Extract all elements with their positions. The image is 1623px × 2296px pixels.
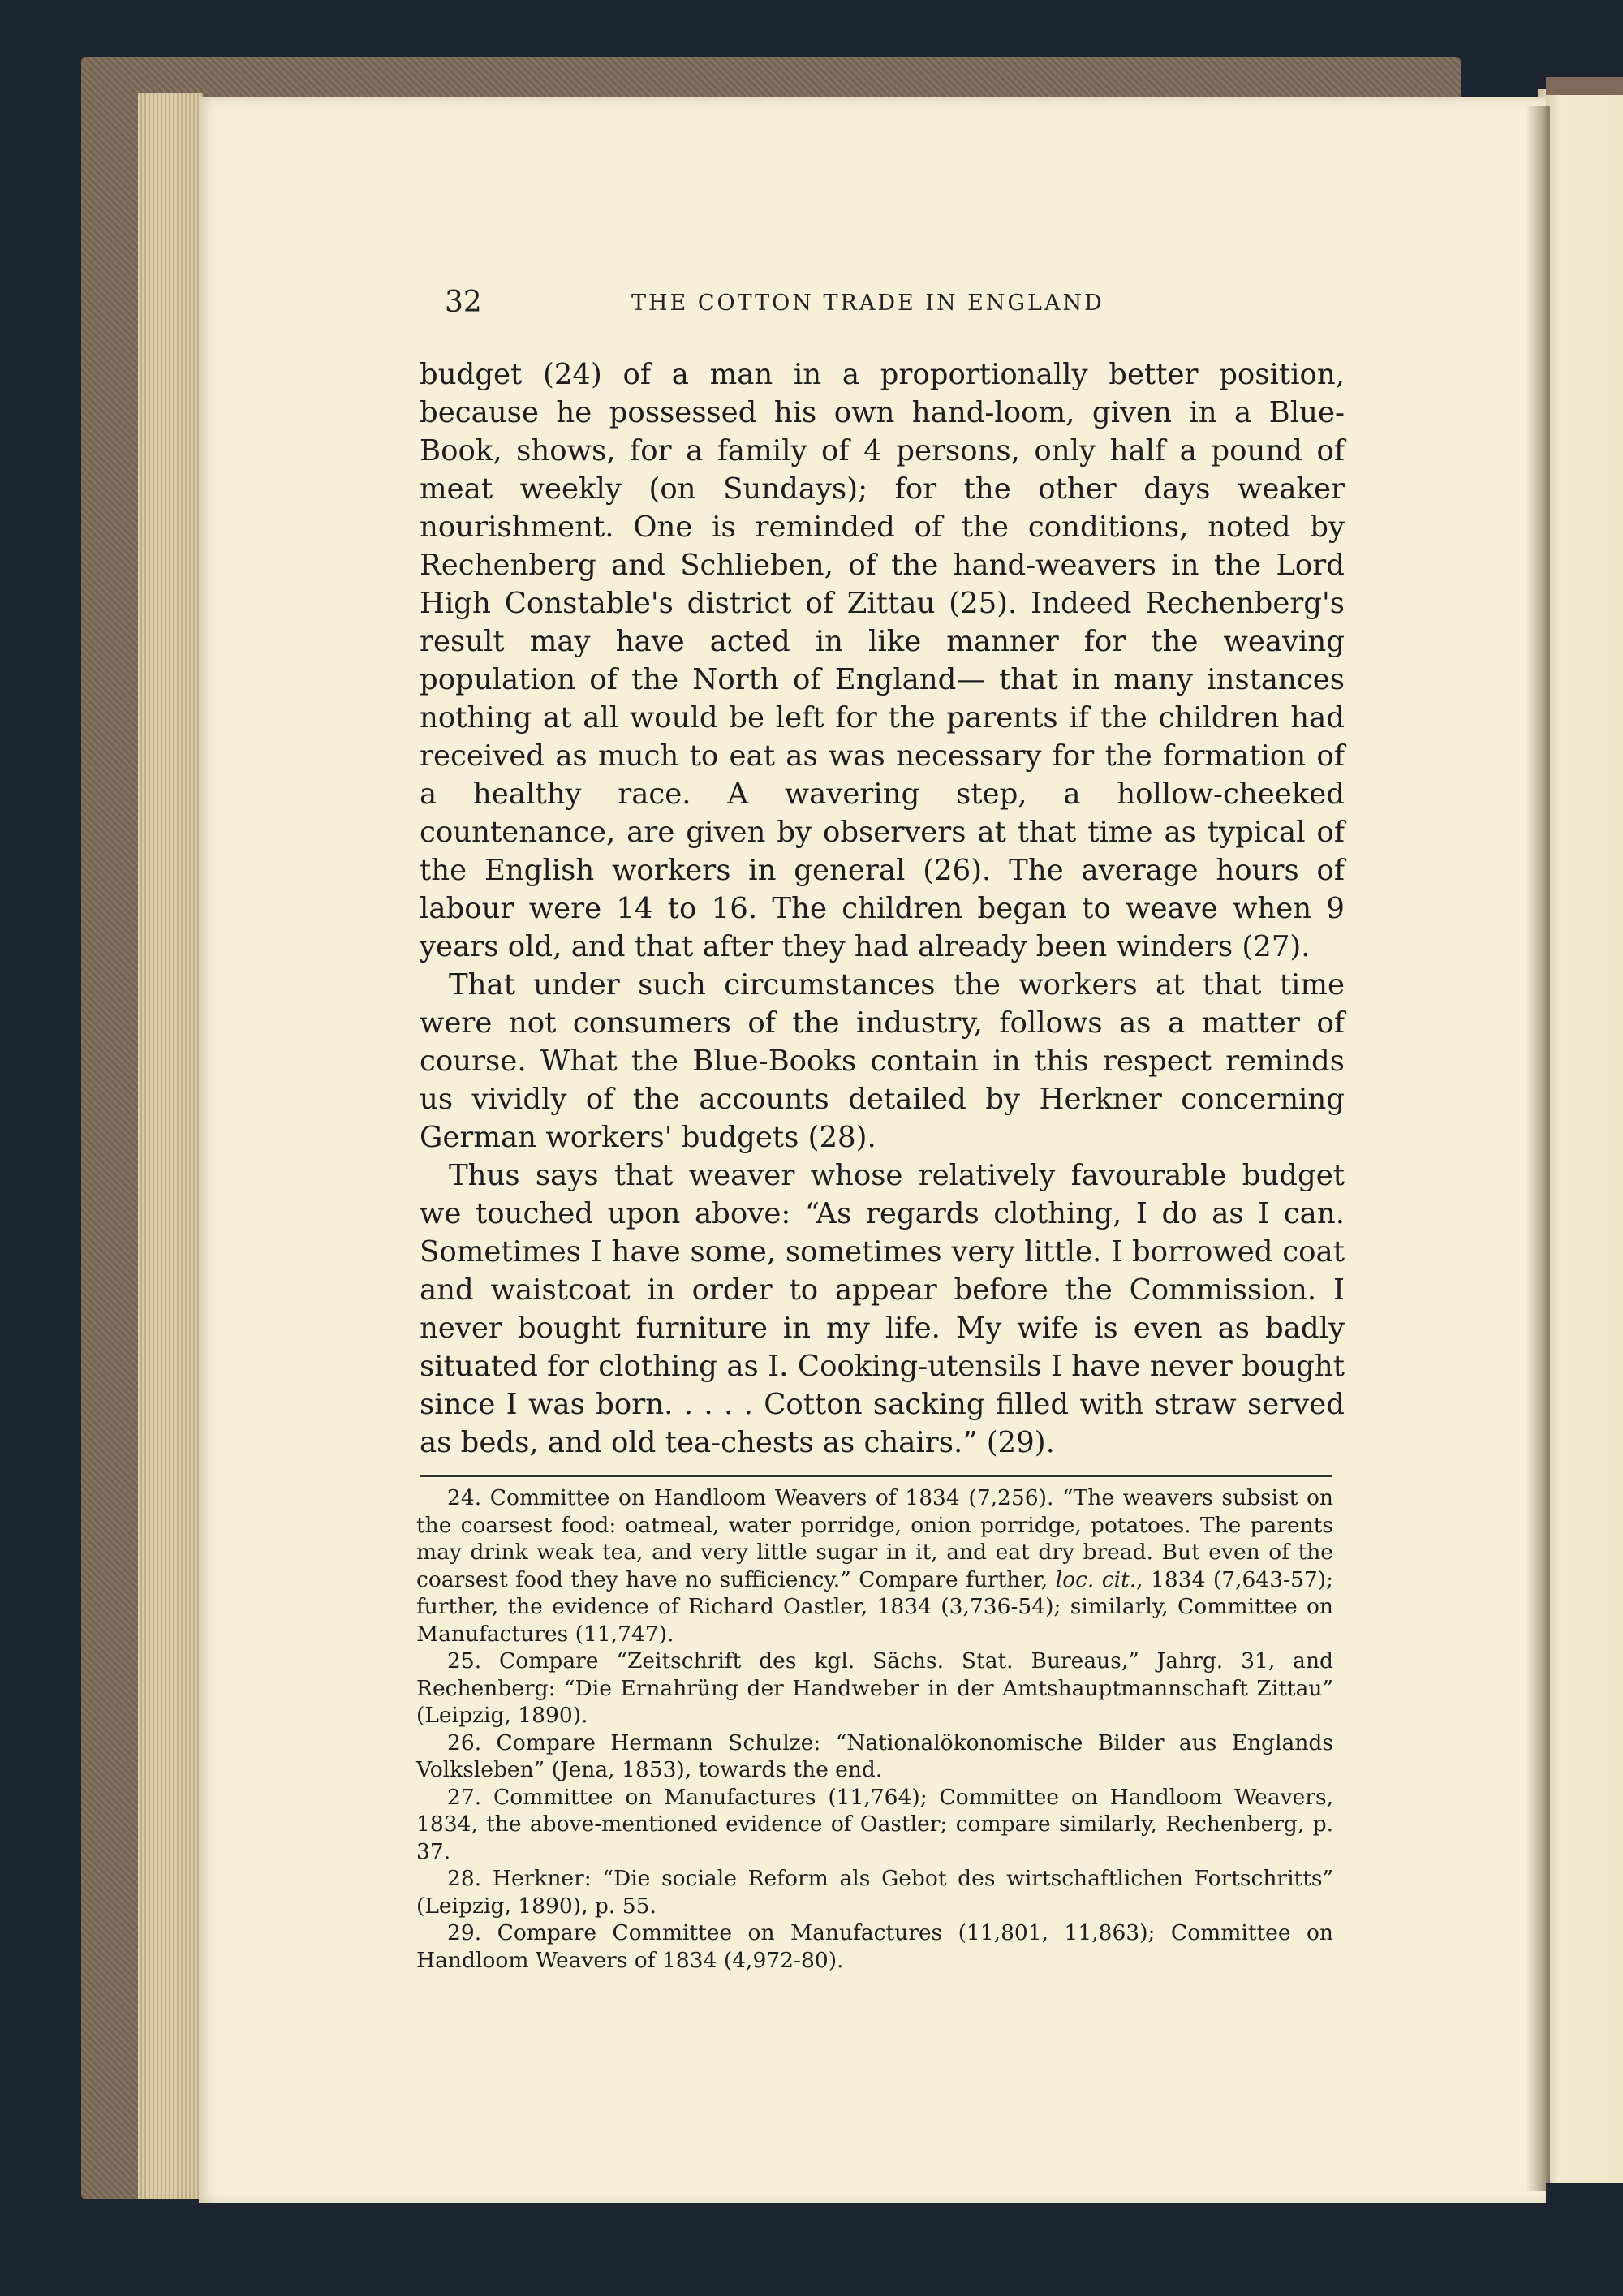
main-text [420,355,1345,1462]
footnote-24-italic: loc. cit. [1055,1566,1137,1592]
footnote-29: 29. Compare Committee on Manufactures (11,801, 11,863); Committee on Handloom Weavers of 1834 (4,972-80). [416,1920,1333,1973]
gutter-shadow [1526,106,1550,2191]
footnote-24 [416,1484,1333,1648]
footnotes [416,1484,1333,1974]
cover-strip [1546,77,1623,95]
footnote-28: 28. Herkner: “Die sociale Reform als Gebot des wirtschaftlichen Fortschritts” (Leipzig, 1890), p. 55. [416,1866,1333,1919]
page-header [445,286,1347,326]
footnote-26: 26. Compare Hermann Schulze: “Nationalökonomische Bilder aus Englands Volksleben” (Jena, 1853), towards the end. [416,1730,1333,1782]
running-title: THE COTTON TRADE IN ENGLAND [631,291,1104,316]
footnote-24-text-b: , 1834 (7,643-57); further, the evidence of Richard Oastler, 1834 (3,736-54); similarly, Committee on Manufactures (11,747). [416,1566,1334,1647]
footnote-rule [420,1475,1332,1477]
facing-page-edge [1538,89,1623,2183]
footnote-27: 27. Committee on Manufactures (11,764); Committee on Handloom Weavers, 1834, the above-mentioned evidence of Oastler; compare similarly, Rechenberg, p. 37. [416,1784,1333,1864]
paragraph-3: Thus says that weaver whose relatively favourable budget we touched upon above: “As regards clothing, I do as I can. Sometimes I have some, sometimes very little. I borrowed coat and waistcoat in order to appear before the Commission. I never bought furniture in my life. My wife is even as badly situated for clothing as I. Cooking-utensils I have never bought since I was born. . . . . Cotton sacking filled with straw served as beds, and old tea-chests as chairs.” (29). [420,1159,1345,1459]
page-number: 32 [445,286,482,319]
footnote-25: 25. Compare “Zeitschrift des kgl. Sächs. Stat. Bureaus,” Jahrg. 31, and Rechenberg: “Die Ernahrüng der Handweber in der Amtshauptmannschaft Zittau” (Leipzig, 1890). [416,1648,1333,1728]
paragraph-1: budget (24) of a man in a proportionally better position, because he possessed his own hand-loom, given in a Blue-Book, shows, for a family of 4 persons, only half a pound of meat weekly (on Sundays); for the other days weaker nourishment. One is reminded of the conditions, noted by Rechenberg and Schlieben, of the hand-weavers in the Lord High Constable's district of Zittau (25). Indeed Rechenberg's result may have acted in like manner for the weaving population of the North of England— that in many instances nothing at all would be left for the parents if the children had received as much to eat as was necessary for the formation of a healthy race. A wavering step, a hollow-cheeked countenance, are given by observers at that time as typical of the English workers in general (26). The average hours of labour were 14 to 16. The children began to weave when 9 years old, and that after they had already been winders (27). [420,358,1345,963]
page-stack-edges [138,93,203,2199]
paragraph-2: That under such circumstances the workers at that time were not consumers of the industry, follows as a matter of course. What the Blue-Books contain in this respect reminds us vividly of the accounts detailed by Herkner concerning German workers' budgets (28). [420,968,1345,1154]
footnote-24-text-a: 24. Committee on Handloom Weavers of 1834 (7,256). “The weavers subsist on the coarsest food: oatmeal, water porridge, onion porridge, potatoes. The parents may drink weak tea, and very little sugar in it, and eat dry bread. But even of the coarsest food they have no sufficiency.” Compare further, [416,1485,1333,1592]
